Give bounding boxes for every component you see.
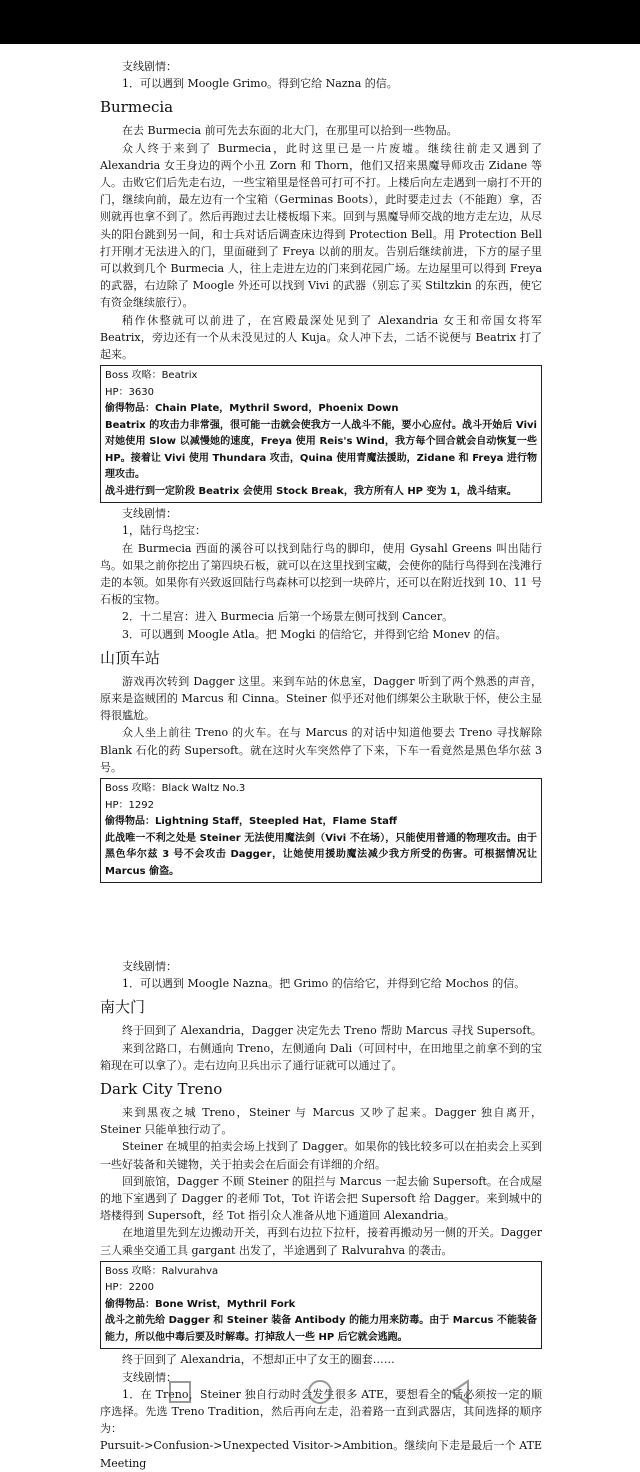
side-story-item: 1．可以遇到 Moogle Grimo。得到它给 Nazna 的信。 [122, 77, 398, 91]
paragraph: 众人坐上前往 Treno 的火车。在与 Marcus 的对话中知道他要去 Treno 寻找解除 Blank 石化的药 Supersoft。就在这时火车突然停了下来，下车一看竟然是黑色华尔兹 3 号。 [100, 726, 542, 774]
boss-name: Boss 攻略：Ralvurahva [105, 1265, 219, 1277]
paragraph: 在去 Burmecia 前可先去东面的北大门，在那里可以拾到一些物品。 [122, 124, 458, 138]
section-heading-south-gate: 南大门 [100, 998, 146, 1017]
paragraph: 来到黑夜之城 Treno，Steiner 与 Marcus 又吵了起来。Dagger 独自离开，Steiner 只能单独行动了。 [100, 1106, 542, 1137]
side-story-item: 1．可以遇到 Moogle Nazna。把 Grimo 的信给它，并得到它给 Mochos 的信。 [122, 977, 526, 991]
paragraph: 终于回到了 Alexandria，不想却正中了女王的圈套…… [122, 1353, 395, 1367]
section-heading-mountain-station: 山顶车站 [100, 648, 161, 667]
side-story-label: 支线剧情： [122, 960, 177, 973]
boss-box-black-waltz-3 [100, 778, 542, 883]
paragraph: 来到岔路口，右侧通向 Treno，左侧通向 Dali（可回村中，在田地里之前拿不到的宝箱现在可以拿了）。走右边向卫兵出示了通行证就可以通过了。 [100, 1041, 542, 1072]
paragraph: Steiner 在城里的拍卖会场上找到了 Dagger。如果你的钱比较多可以在拍卖会上买到一些好装备和关键物，关于拍卖会在后面会有详细的介绍。 [100, 1140, 542, 1171]
boss-steal: 偷得物品：Bone Wrist，Mythril Fork [105, 1298, 296, 1310]
side-story-label: 支线剧情： [122, 1370, 177, 1384]
boss-box-ralvurahva [100, 1261, 542, 1350]
home-icon[interactable] [300, 1372, 340, 1412]
boss-strategy: 此战唯一不利之处是 Steiner 无法使用魔法剑（Vivi 不在场），只能使用普通的物理攻击。由于黑色华尔兹 3 号不会攻击 Dagger，让她使用援助魔法减少我方所受的伤害。可根据情况让 Marcus 偷盗。 [105, 832, 537, 877]
side-story-label: 支线剧情： [122, 60, 177, 73]
boss-hp: HP：2200 [105, 1282, 154, 1294]
back-icon[interactable] [440, 1372, 480, 1412]
paragraph: 稍作休整就可以前进了，在宫殿最深处见到了 Alexandria 女王和帝国女将军 Beatrix，旁边还有一个从未没见过的人 Kuja。众人冲下去，二话不说便与 Beatrix 打了起来。 [100, 313, 542, 362]
status-bar [0, 0, 640, 44]
paragraph: Pursuit->Confusion->Unexpected Visitor->Ambition。继续向下走是最后一个 ATE Meeting [100, 1439, 542, 1470]
side-story-label: 支线剧情： [122, 507, 177, 521]
boss-strategy: Beatrix 的攻击力非常强，很可能一击就会使我方一人战斗不能，要小心应付。战斗开始后 Vivi 对她使用 Slow 以减慢她的速度，Freya 使用 Reis's Wind，我方每个回合就会自动恢复一些 HP。接着让 Vivi 使用 Thundara 攻击，Quina 使用青魔法援助，Zidane 和 Freya 进行物理攻击。 [105, 419, 537, 481]
boss-name: Boss 攻略：Black Waltz No.3 [105, 783, 246, 795]
boss-hp: HP：1292 [105, 799, 154, 811]
boss-hp: HP：3630 [105, 386, 154, 398]
section-heading-dark-city-treno: Dark City Treno [100, 1080, 223, 1099]
side-story-item: 2．十二星宫：进入 Burmecia 后第一个场景左侧可找到 Cancer。 [122, 610, 454, 624]
boss-steal: 偷得物品：Chain Plate，Mythril Sword，Phoenix Down [105, 403, 399, 415]
paragraph: 在 Burmecia 西面的溪谷可以找到陆行鸟的脚印，使用 Gysahl Greens 叫出陆行鸟。如果之前你挖出了第四块石板，就可以在这里找到宝藏，会使你的陆行鸟得到在浅滩行走的本领。如果你有兴致返回陆行鸟森林可以挖到一块碎片，还可以在附近找到 10、11 号石板的宝物。 [100, 541, 542, 607]
navigation-bar [0, 1362, 640, 1422]
side-story-item: 3．可以遇到 Moogle Atla。把 Mogki 的信给它，并得到它给 Monev 的信。 [122, 627, 507, 641]
boss-strategy: 战斗之前先给 Dagger 和 Steiner 装备 Antibody 的能力用来防毒。由于 Marcus 不能装备能力，所以他中毒后要及时解毒。打掉敌人一些 HP 后它就会逃跑。 [105, 1315, 537, 1343]
boss-name: Boss 攻略：Beatrix [105, 370, 198, 382]
paragraph: 游戏再次转到 Dagger 这里。来到车站的休息室，Dagger 听到了两个熟悉的声音，原来是盗贼团的 Marcus 和 Cinna。Steiner 似乎还对他们绑架公主耿耿于怀，使公主显得很尴尬。 [100, 674, 542, 723]
recent-apps-icon[interactable] [160, 1372, 200, 1412]
paragraph: 众人终于来到了 Burmecia，此时这里已是一片废墟。继续往前走又遇到了 Alexandria 女王身边的两个小丑 Zorn 和 Thorn，他们又招来黑魔导师攻击 Zidane 等人。击败它们后先走右边，一些宝箱里是怪兽可打可不打。上楼后向左走遇到一扇打不开的门，继续向前，最左边有一个宝箱（Germinas Boots），此时要走过去（不能跑）拿，否则就再也拿不到了。然后再跑过去让楼板塌下来。回到与黑魔导师交战的地方走左边，从尽头的阳台跳到另一间，和士兵对话后调查床边得到 Protection Bell。用 Protection Bell 打开刚才无法进入的门，里面碰到了 Freya 以前的朋友。告别后继续前进，下方的屋子里可以救到几个 Burmecia 人，往上走进左边的门来到花园广场。左边屋里可以得到 Freya 的武器，右边除了 Moogle 外还可以找到 Vivi 的武器（别忘了买 Stiltzkin 的东西，使它有资金继续旅行）。 [100, 141, 542, 310]
paragraph: 回到旅馆，Dagger 不顾 Steiner 的阻拦与 Marcus 一起去偷 Supersoft。在合成屋的地下室遇到了 Dagger 的老师 Tot，Tot 许诺会把 Supersoft 给 Dagger。来到城中的塔楼得到 Supersoft，经 Tot 指引众人准备从地下通道回 Alexandria。 [100, 1174, 542, 1223]
boss-box-beatrix [100, 365, 542, 503]
side-story-item: 1，陆行鸟挖宝： [122, 524, 206, 538]
boss-strategy-end: 战斗进行到一定阶段 Beatrix 会使用 Stock Break，我方所有人 HP 变为 1，战斗结束。 [105, 485, 517, 497]
paragraph: 1．在 Treno，Steiner 独自行动时会发生很多 ATE，要想看全的话必须按一定的顺序选择。先选 Treno Tradition，然后再向左走，沿着路一直到武器店，其间选择的顺序为： [100, 1387, 542, 1436]
paragraph: 在地道里先到左边搬动开关，再到右边拉下拉杆，接着再搬动另一侧的开关。Dagger 三人乘坐交通工具 gargant 出发了，半途遇到了 Ralvurahva 的袭击。 [100, 1226, 542, 1257]
paragraph: 终于回到了 Alexandria，Dagger 决定先去 Treno 帮助 Marcus 寻找 Supersoft。 [122, 1024, 542, 1038]
section-heading-burmecia: Burmecia [100, 98, 174, 117]
boss-steal: 偷得物品：Lightning Staff，Steepled Hat，Flame Staff [105, 816, 397, 828]
